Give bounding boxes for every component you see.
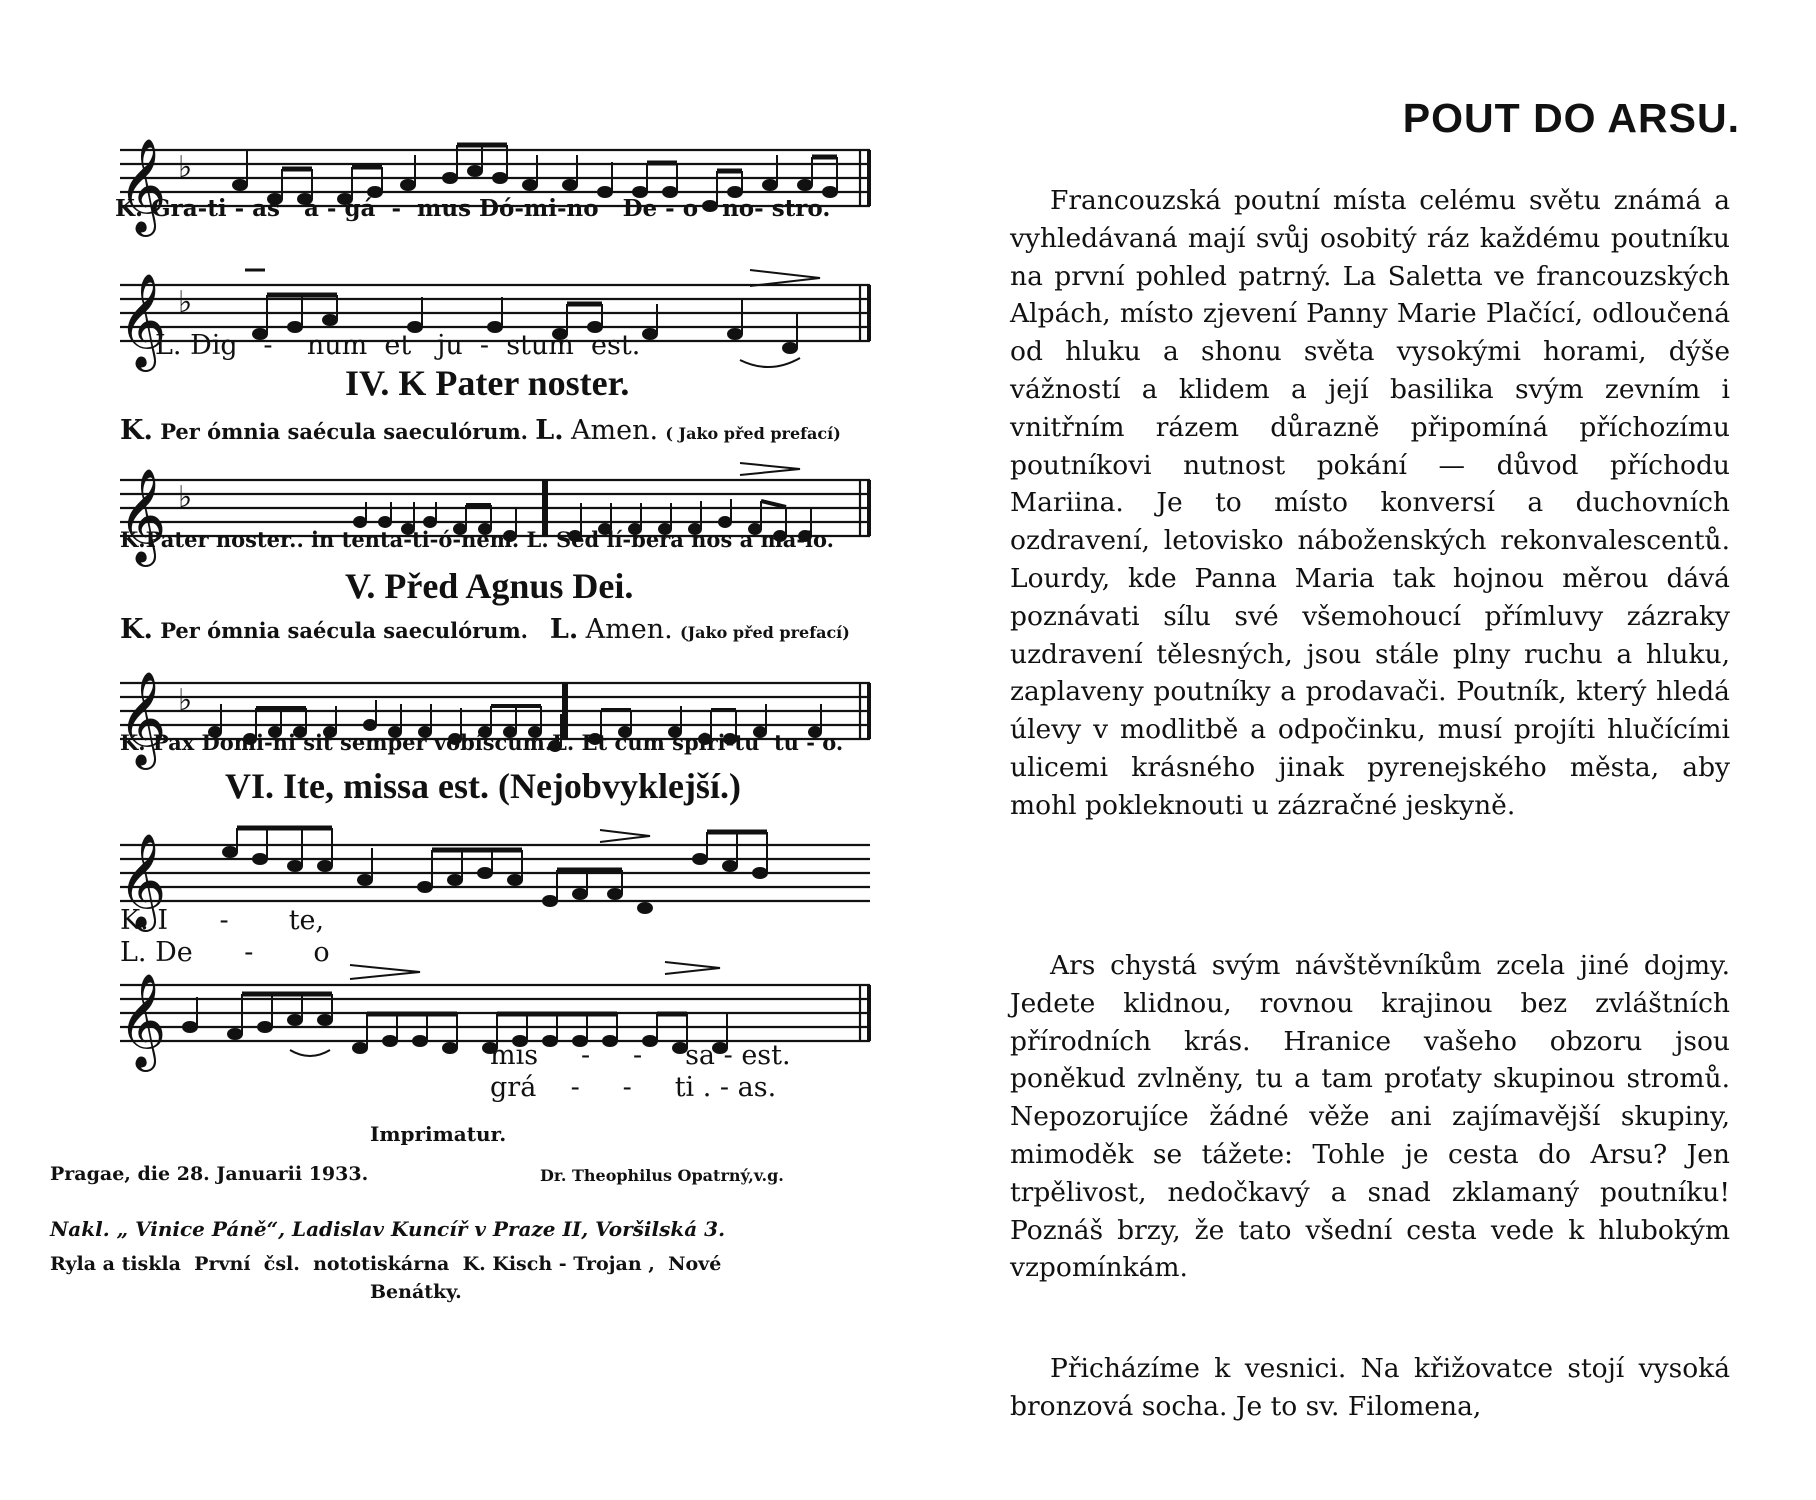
svg-text:𝄞: 𝄞 <box>118 833 167 928</box>
rubric-note: (Jako před prefací) <box>680 623 850 642</box>
svg-text:♭: ♭ <box>178 480 193 515</box>
staff2-lyrics: L. Dig - num et ju - stum est. <box>155 330 641 361</box>
svg-text:♭: ♭ <box>178 683 193 718</box>
staff1-lyrics: K. Gra-ti - as a - gá - mus Dó-mi-no De - o no- stro. <box>115 195 831 222</box>
place-date: Pragae, die 28. Januarii 1933. <box>50 1163 369 1185</box>
svg-text:𝄞: 𝄞 <box>118 468 167 563</box>
section5-heading: V. Před Agnus Dei. <box>345 566 634 606</box>
k-marker: K. <box>120 415 153 446</box>
staff5-lyrics-l: L. De - o <box>120 937 330 968</box>
publisher-line: Nakl. „ Vinice Páně“, Ladislav Kuncíř v Praze II, Voršilská 3. <box>50 1217 726 1241</box>
staff5-lyrics-k: K. I - te, <box>120 905 325 936</box>
staff4-lyrics: K. Pax Domi-ni sit semper vobíscum.L. Et cum spíri-tu tu - o. <box>120 730 844 755</box>
section6-heading: VI. Ite, missa est. (Nejobvyklejší.) <box>225 766 741 806</box>
intonation-text: Per ómnia saécula saeculórum. <box>160 618 528 643</box>
amen-text: Amen. <box>585 614 673 645</box>
staff6-lyrics-2: grá - - ti . - as. <box>490 1072 777 1103</box>
svg-text:𝄞: 𝄞 <box>118 273 167 368</box>
svg-text:♭: ♭ <box>178 285 193 320</box>
amen-text: Amen. <box>571 415 659 446</box>
l-marker: L. <box>535 415 564 446</box>
music-staff-3 <box>90 425 890 585</box>
section4-heading: IV. K Pater noster. <box>345 363 630 403</box>
k-marker: K. <box>120 614 153 645</box>
staff6-lyrics-1: mis - - sa - est. <box>490 1040 791 1071</box>
printer-line-1: Ryla a tiskla První čsl. nototiskárna K. Kisch - Trojan , Nové <box>50 1253 722 1275</box>
rubric-note: ( Jako před prefací) <box>665 424 841 443</box>
paragraph-3: Přicházíme k vesnici. Na křižovatce stojí vysoká bronzová socha. Je to sv. Filomena, <box>1010 1353 1730 1422</box>
imprimatur: Imprimatur. <box>370 1122 507 1146</box>
l-marker: L. <box>549 614 579 645</box>
left-page <box>40 0 900 1500</box>
music-staff-4 <box>90 628 890 788</box>
svg-text:𝄞: 𝄞 <box>118 973 167 1068</box>
printer-line-2: Benátky. <box>370 1281 462 1303</box>
music-staff-6 <box>90 935 890 1095</box>
intonation-text: Per ómnia saécula saeculórum. <box>160 419 528 444</box>
paragraph-1: Francouzská poutní místa celému světu známá a vyhledávaná mají svůj osobitý ráz každému poutníku na první pohled patrný. La Saletta ve francouzských Alpách, místo zjevení Panny Marie Plačící, odloučená od hluku a shonu světa vysokými horami, dýše vážností a klidem a její basilika svým zevním i vnitřním rázem důrazně připomíná příchozímu poutníkovi nutnost pokání — důvod příchodu Mariina. Je to místo konversí a duchovních ozdravení, letovisko náboženských rekonvalescentů. Lourdy, kde Panna Maria tak hojnou měrou dává poznávati sílu své všemohoucí přímluvy zázraky uzdravení tělesných, jsou stále plny ruchu a hluku, zaplaveny poutníky a prodavači. Poutník, který hledá úlevy v modlitbě a odpočinku, musí projíti hlučícími ulicemi krásného jinak pyrenejského města, aby mohl pokleknouti u zázračné jeskyně. <box>1010 185 1730 821</box>
svg-text:𝄞: 𝄞 <box>118 138 167 233</box>
paragraph-2: Ars chystá svým návštěvníkům zcela jiné dojmy. Jedete klidnou, rovnou krajinou bez zvláštních přírodních krás. Hranice vašeho obzoru jsou poněkud zvlněny, tu a tam proťaty skupinou stromů. Nepozorujíce žádné věže ani zajímavější skupiny, mimoděk se tážete: Tohle je cesta do Arsu? Jen trpělivost, nedočkavý a snad zklamaný poutníku! Poznáš brzy, že tato všední cesta vede k hlubokým vzpomínkám. <box>1010 950 1730 1284</box>
svg-text:♭: ♭ <box>178 150 193 185</box>
staff3-lyrics: K.Pater noster.. in tenta-ti-ó-nem. L. Sed lí-bera nos a ma-lo. <box>120 527 834 552</box>
svg-text:𝄞: 𝄞 <box>118 671 167 766</box>
chapter-title: POUT DO ARSU. <box>1402 95 1740 141</box>
signature: Dr. Theophilus Opatrný,v.g. <box>540 1166 784 1185</box>
right-page <box>1010 0 1740 1500</box>
